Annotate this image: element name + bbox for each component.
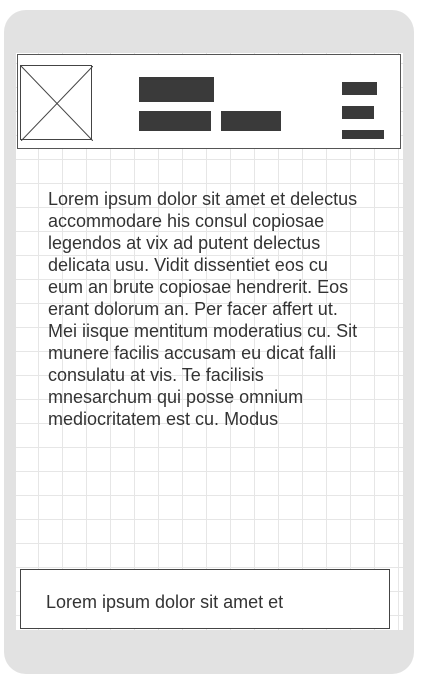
footer-text: Lorem ipsum dolor sit amet et (46, 592, 284, 612)
nav-title-placeholder[interactable] (139, 77, 214, 102)
footer-text-box (20, 569, 390, 629)
nav-link-placeholder-2[interactable] (221, 111, 281, 131)
header-bar (17, 54, 401, 149)
hamburger-menu-icon[interactable] (342, 82, 386, 140)
body-paragraph: Lorem ipsum dolor sit amet et delectus accommodare his consul copiosae legendos at vix ad putent delectus delicata usu. Vidit dissentiet eos cu eum an brute copiosae hendrerit. Eos erant dolorum an. Per facer affert ut. Mei iisque mentitum moderatius cu. Sit munere facilis accusam eu dicat falli consulatu at vis. Te facilisis mnesarchum qui posse omnium mediocritatem est cu. Modus (48, 189, 358, 429)
nav-link-placeholder-1[interactable] (139, 111, 211, 131)
image-placeholder-icon[interactable] (20, 65, 92, 140)
